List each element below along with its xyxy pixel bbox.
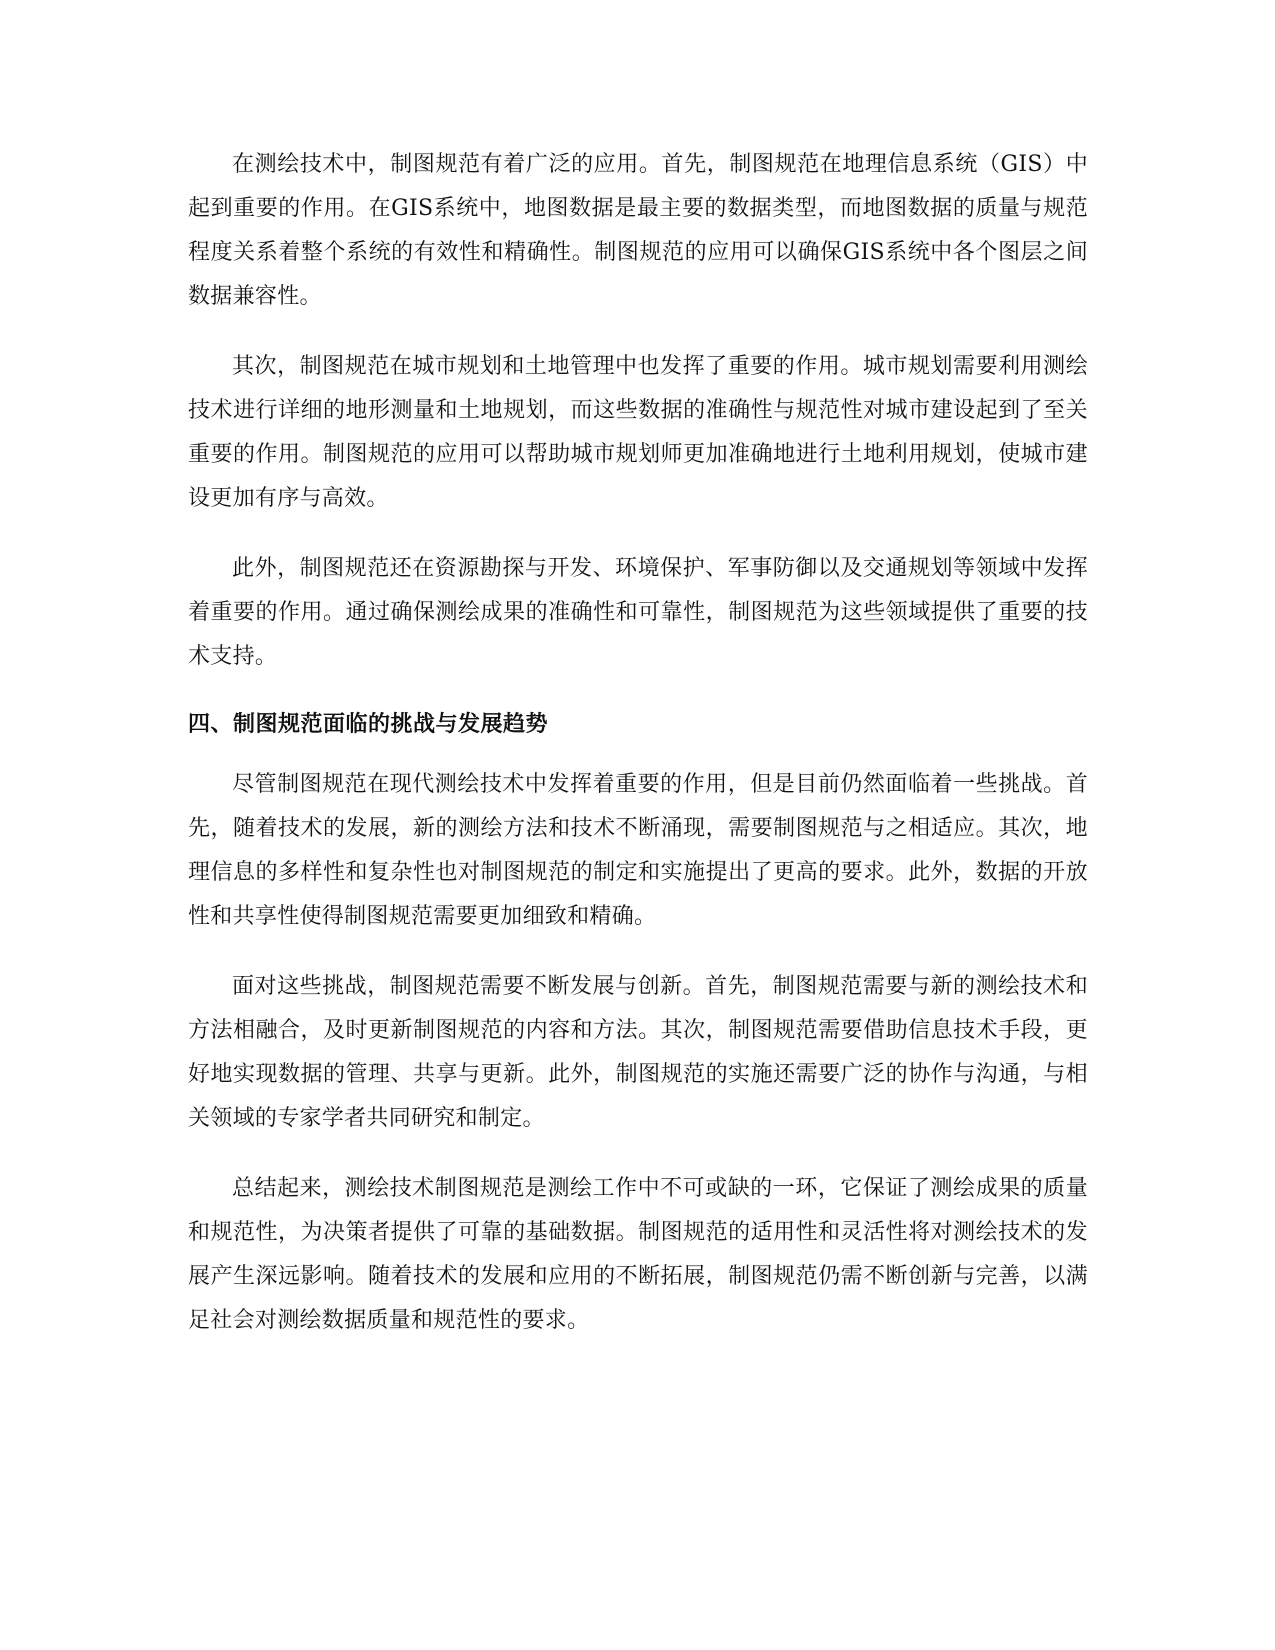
paragraph-gis-application: 在测绘技术中，制图规范有着广泛的应用。首先，制图规范在地理信息系统（GIS）中起到重要的作用。在GIS系统中，地图数据是最主要的数据类型，而地图数据的质量与规范程度关系着整个系统的有效性和精确性。制图规范的应用可以确保GIS系统中各个图层之间数据兼容性。 <box>188 152 1088 309</box>
paragraph-challenges: 尽管制图规范在现代测绘技术中发挥着重要的作用，但是目前仍然面临着一些挑战。首先，随着技术的发展，新的测绘方法和技术不断涌现，需要制图规范与之相适应。其次，地理信息的多样性和复杂性也对制图规范的制定和实施提出了更高的要求。此外，数据的开放性和共享性使得制图规范需要更加细致和精确。 <box>188 772 1088 929</box>
paragraph-conclusion: 总结起来，测绘技术制图规范是测绘工作中不可或缺的一环，它保证了测绘成果的质量和规范性，为决策者提供了可靠的基础数据。制图规范的适用性和灵活性将对测绘技术的发展产生深远影响。随着技术的发展和应用的不断拓展，制图规范仍需不断创新与完善，以满足社会对测绘数据质量和规范性的要求。 <box>188 1176 1088 1333</box>
document-body <box>188 143 1088 1369</box>
paragraph-other-fields: 此外，制图规范还在资源勘探与开发、环境保护、军事防御以及交通规划等领域中发挥着重要的作用。通过确保测绘成果的准确性和可靠性，制图规范为这些领域提供了重要的技术支持。 <box>188 556 1088 669</box>
paragraph-urban-planning: 其次，制图规范在城市规划和土地管理中也发挥了重要的作用。城市规划需要利用测绘技术进行详细的地形测量和土地规划，而这些数据的准确性与规范性对城市建设起到了至关重要的作用。制图规范的应用可以帮助城市规划师更加准确地进行土地利用规划，使城市建设更加有序与高效。 <box>188 354 1088 511</box>
paragraph-development: 面对这些挑战，制图规范需要不断发展与创新。首先，制图规范需要与新的测绘技术和方法相融合，及时更新制图规范的内容和方法。其次，制图规范需要借助信息技术手段，更好地实现数据的管理、共享与更新。此外，制图规范的实施还需要广泛的协作与沟通，与相关领域的专家学者共同研究和制定。 <box>188 974 1088 1131</box>
section-heading: 四、制图规范面临的挑战与发展趋势 <box>188 712 549 737</box>
